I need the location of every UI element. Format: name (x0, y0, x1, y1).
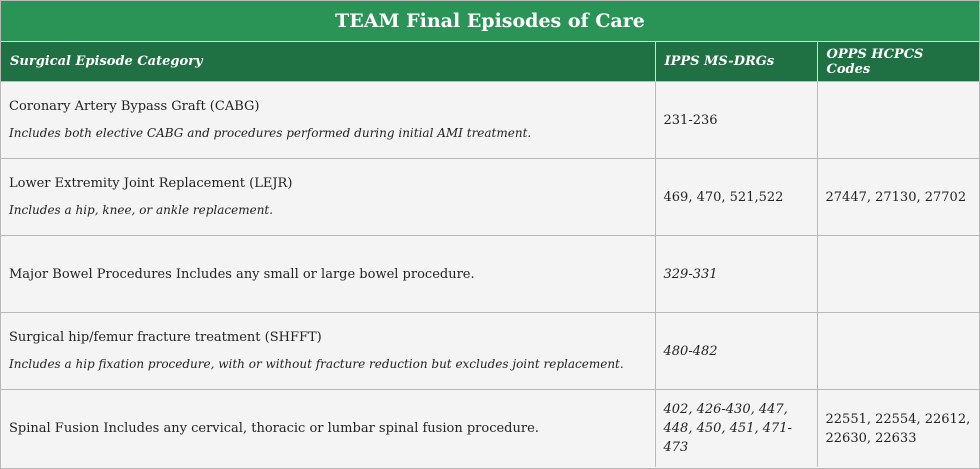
category-name: Coronary Artery Bypass Graft (CABG) (9, 99, 260, 114)
hcpcs-cell (817, 313, 979, 390)
category-cell (1, 313, 655, 390)
category-cell (1, 82, 655, 159)
table-row (1, 82, 979, 159)
table-title: TEAM Final Episodes of Care (1, 1, 979, 41)
category-name: Major Bowel Procedures Includes any small or large bowel procedure. (9, 266, 475, 282)
header-row (1, 42, 979, 82)
hcpcs-cell (817, 82, 979, 159)
table-row (1, 236, 979, 313)
header-hcpcs: OPPS HCPCS Codes (817, 42, 979, 82)
category-name: Surgical hip/femur fracture treatment (SHFFT) (9, 330, 322, 345)
drg-cell: 329-331 (655, 236, 817, 313)
table-row (1, 159, 979, 236)
drg-cell: 231-236 (655, 82, 817, 159)
category-note: Includes a hip fixation procedure, with or without fracture reduction but excludes joint replacement. (9, 357, 624, 371)
hcpcs-cell: 22551, 22554, 22612, 22630, 22633 (817, 390, 979, 468)
drg-cell: 480-482 (655, 313, 817, 390)
drg-cell: 469, 470, 521,522 (655, 159, 817, 236)
category-note: Includes both elective CABG and procedures performed during initial AMI treatment. (9, 126, 532, 140)
category-cell (1, 236, 655, 313)
category-cell (1, 159, 655, 236)
category-cell (1, 390, 655, 468)
category-note: Includes a hip, knee, or ankle replacement. (9, 203, 274, 217)
category-name: Spinal Fusion Includes any cervical, thoracic or lumbar spinal fusion procedure. (9, 421, 539, 436)
header-category: Surgical Episode Category (1, 42, 655, 82)
table-row (1, 313, 979, 390)
header-drg: IPPS MS-DRGs (655, 42, 817, 82)
drg-cell: 402, 426-430, 447, 448, 450, 451, 471-473 (655, 390, 817, 468)
category-name: Lower Extremity Joint Replacement (LEJR) (9, 176, 293, 191)
table-row (1, 390, 979, 468)
episodes-grid (1, 41, 979, 467)
hcpcs-cell: 27447, 27130, 27702 (817, 159, 979, 236)
hcpcs-cell (817, 236, 979, 313)
